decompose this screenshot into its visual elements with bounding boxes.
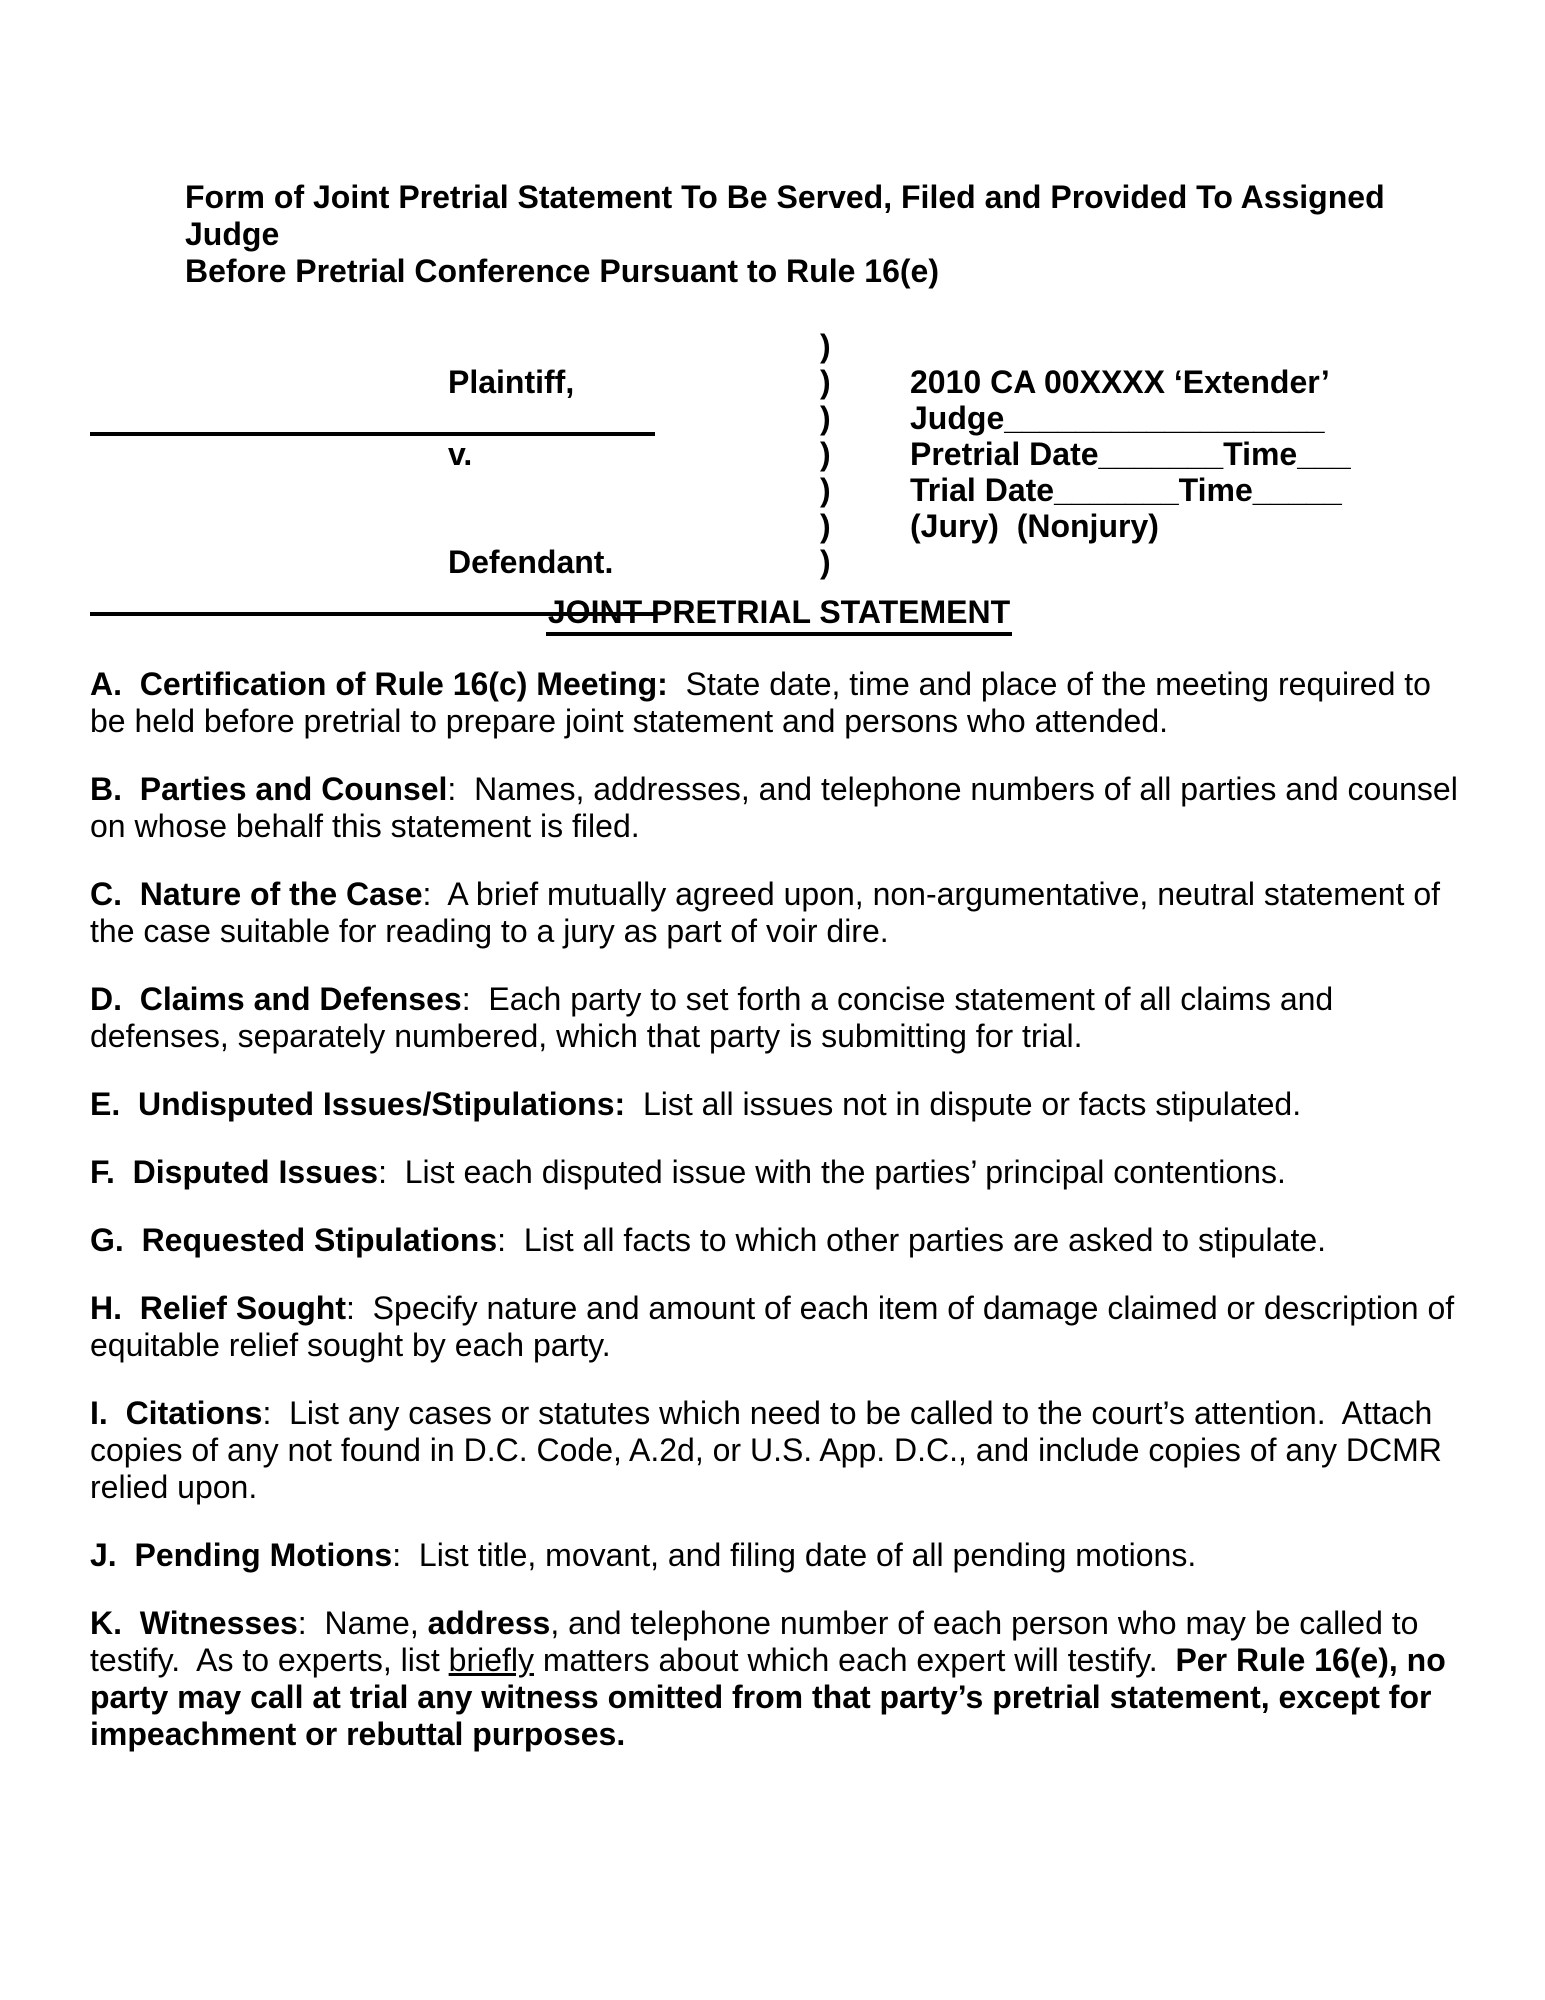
- section-text: matters about which each expert will testify.: [534, 1642, 1176, 1678]
- section-label: F. Disputed Issues: [90, 1154, 379, 1190]
- section-text: : List all facts to which other parties are asked to stipulate.: [497, 1222, 1327, 1258]
- plaintiff-label: Plaintiff,: [448, 364, 575, 400]
- caption-row-spacer: [910, 328, 1468, 364]
- section-text: : Each party to set forth a concise statement of all claims and defenses, separately numbered, which that party is submitting for trial.: [90, 981, 1343, 1054]
- heading-line-2: Before Pretrial Conference Pursuant to Rule 16(e): [185, 253, 939, 289]
- section-text: , and telephone number of each person who may be called to testify. As to experts, list: [90, 1605, 1428, 1678]
- section-E: [90, 1086, 1468, 1123]
- section-label: J. Pending Motions: [90, 1537, 393, 1573]
- section-label: K. Witnesses: [90, 1605, 298, 1641]
- section-text: : A brief mutually agreed upon, non-argumentative, neutral statement of the case suitable for reading to a jury as part of voir dire.: [90, 876, 1449, 949]
- section-label: Per Rule 16(e), no party may call at trial any witness omitted from that party’s pretrial statement, except for impeachment or rebuttal purposes.: [90, 1642, 1455, 1752]
- caption-case-info-column: [910, 328, 1468, 580]
- section-C: [90, 876, 1468, 950]
- section-label: C. Nature of the Case: [90, 876, 423, 912]
- section-J: [90, 1537, 1468, 1574]
- section-text: State date, time and place of the meeting required to be held before pretrial to prepare joint statement and persons who attended.: [90, 666, 1440, 739]
- section-K: [90, 1605, 1468, 1753]
- section-text: : Specify nature and amount of each item of damage claimed or description of equitable relief sought by each party.: [90, 1290, 1464, 1363]
- section-B: [90, 771, 1468, 845]
- section-H: [90, 1290, 1468, 1364]
- section-label: G. Requested Stipulations: [90, 1222, 498, 1258]
- case-number: 2010 CA 00XXXX ‘Extender’: [910, 364, 1330, 400]
- versus-label: v.: [448, 436, 473, 472]
- section-label: address: [427, 1605, 551, 1641]
- section-text: : Names, addresses, and telephone numbers of all parties and counsel on whose behalf this statement is filed.: [90, 771, 1467, 844]
- section-label: H. Relief Sought: [90, 1290, 346, 1326]
- section-F: [90, 1154, 1468, 1191]
- section-G: [90, 1222, 1468, 1259]
- caption-paren: ): [820, 472, 831, 508]
- section-D: [90, 981, 1468, 1055]
- trial-date-time-line: Trial Date_______Time_____: [910, 472, 1342, 508]
- caption-paren: ): [820, 328, 831, 364]
- defendant-label: Defendant.: [448, 544, 614, 580]
- section-text: : List title, movant, and filing date of all pending motions.: [392, 1537, 1197, 1573]
- caption-row-spacer: [90, 400, 655, 436]
- document-title: JOINT PRETRIAL STATEMENT: [546, 594, 1012, 636]
- caption-paren-column: [820, 328, 910, 580]
- caption-paren: ): [820, 400, 831, 436]
- section-label: D. Claims and Defenses: [90, 981, 462, 1017]
- jury-nonjury-line: (Jury) (Nonjury): [910, 508, 1159, 544]
- sections-container: [90, 666, 1468, 1753]
- caption-row-spacer: [90, 472, 655, 508]
- case-caption: [90, 328, 1468, 580]
- caption-parties-column: [90, 328, 655, 580]
- caption-paren: ): [820, 436, 831, 472]
- section-A: [90, 666, 1468, 740]
- caption-paren: ): [820, 508, 831, 544]
- section-text: : List each disputed issue with the parties’ principal contentions.: [378, 1154, 1286, 1190]
- caption-row: [90, 328, 655, 364]
- section-label: I. Citations: [90, 1395, 263, 1431]
- document-heading: [185, 179, 1468, 290]
- section-I: [90, 1395, 1468, 1506]
- caption-row-spacer: [910, 544, 1468, 580]
- caption-paren: ): [820, 364, 831, 400]
- heading-line-1: Form of Joint Pretrial Statement To Be Served, Filed and Provided To Assigned Judge: [185, 179, 1385, 252]
- section-label: E. Undisputed Issues/Stipulations:: [90, 1086, 626, 1122]
- pretrial-date-time-line: Pretrial Date_______Time___: [910, 436, 1351, 472]
- caption-paren: ): [820, 544, 831, 580]
- underlined-text: briefly: [448, 1642, 534, 1678]
- section-text: List all issues not in dispute or facts stipulated.: [625, 1086, 1302, 1122]
- section-label: B. Parties and Counsel: [90, 771, 448, 807]
- section-text: : Name,: [297, 1605, 428, 1641]
- section-text: : List any cases or statutes which need to be called to the court’s attention. Attach copies of any not found in D.C. Code, A.2d, or U.S. App. D.C., and include copies of any DCMR relied upon.: [90, 1395, 1451, 1505]
- section-label: A. Certification of Rule 16(c) Meeting:: [90, 666, 668, 702]
- judge-blank-line: Judge__________________: [910, 400, 1325, 436]
- caption-row: [90, 508, 655, 544]
